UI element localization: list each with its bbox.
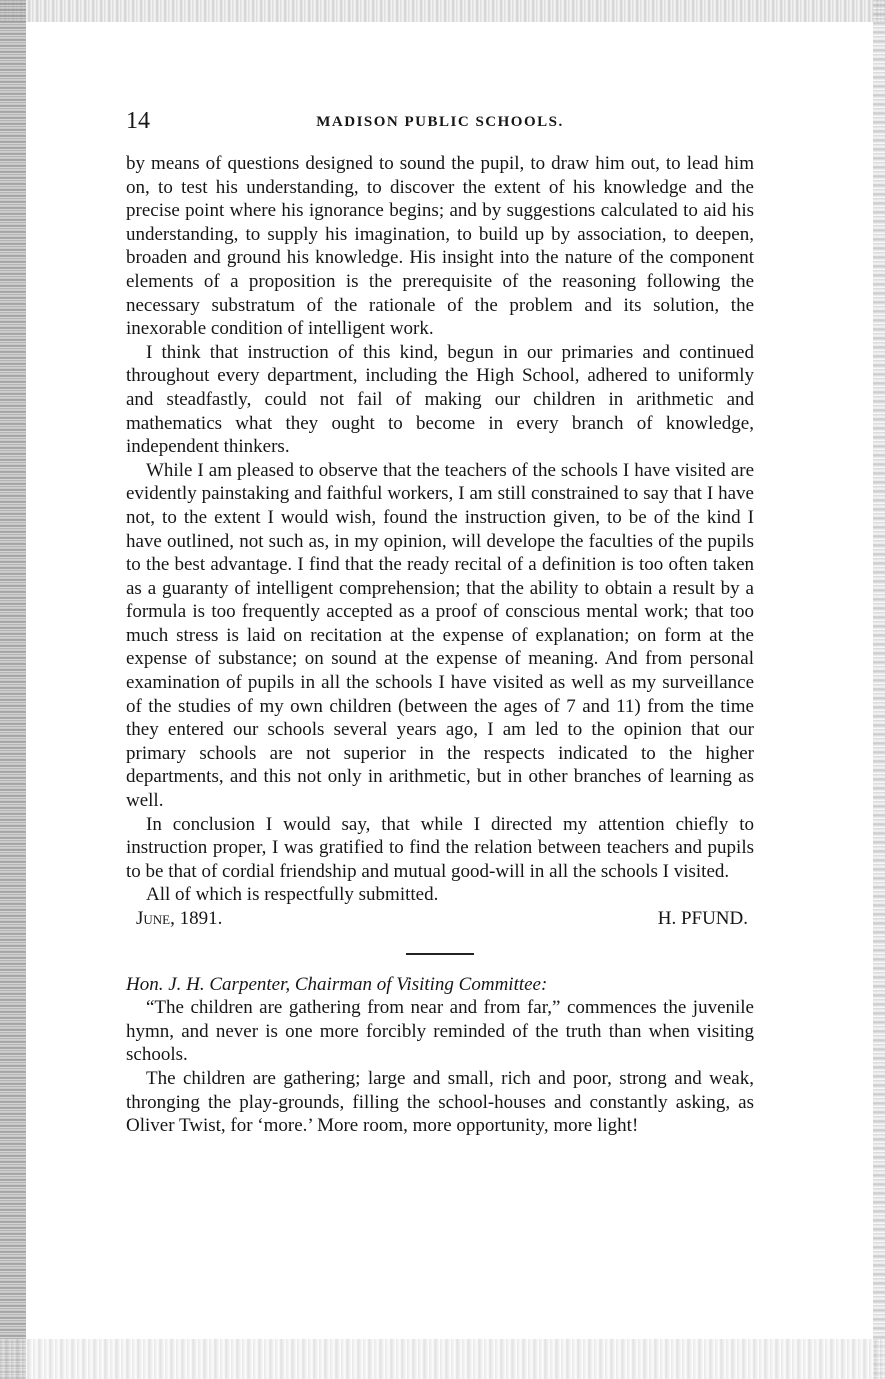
paragraph-conclusion: In conclusion I would say, that while I directed my attention chiefly to instruction proper, I was gratified to find the relation between teachers and pupils to be that of cordial friendship and mutual good-will in all the schools I visited. [126,813,754,882]
signature-name: H. PFUND. [657,908,748,929]
page-number: 14 [126,108,150,134]
scanned-page-right-edge [873,0,885,1379]
letter-addressee: Hon. J. H. Carpenter, Chairman of Visiting Committee: [126,973,548,995]
paragraph-continued: by means of questions designed to sound the pupil, to draw him out, to lead him on, to test his understanding, to discover the extent of his knowledge and the precise point where his ignorance begins; and by suggestions calculated to aid his understanding, to supply his imagination, to build up by association, to deepen, broaden and ground his knowledge. His insight into the nature of the component elements of a proposition is the prerequisite of the reasoning following the necessary substratum of the rationale of the problem and its solution, the inexorable condition of intelligent work. [126,153,754,340]
paragraph-submitted: All of which is respectfully submitted. [146,884,439,906]
paragraph-observations: While I am pleased to observe that the teachers of the schools I have visited are evidently painstaking and faithful workers, I am still constrained to say that I have not, to the extent I would wish, found the instruction given, to be of the kind I have outlined, not such as, in my opinion, will develope the faculties of the pupils to the best advantage. I find that the ready recital of a definition is too often taken as a guaranty of intelligent comprehension; that the ability to obtain a result by a formula is too frequently accepted as a proof of conscious mental work; that too much stress is laid on recitation at the expense of explanation; on form at the expense of substance; on sound at the expense of meaning. And from personal examination of pupils in all the schools I have visited as well as my surveillance of the studies of my own children (between the ages of 7 and 11) from the time they entered our schools several years ago, I am led to the opinion that our primary schools are not superior in the respects indicated to the higher departments, and this not only in arithmetic, but in other branches of learning as well. [126,459,754,812]
letter-paragraph-hymn: “The children are gathering from near and from far,” commences the juvenile hymn, and never is one more forcibly reminded of the truth than when visiting schools. [126,997,754,1066]
page-header [126,108,754,138]
scanned-page-top-edge [0,0,885,22]
scanned-page-bottom-edge [0,1339,885,1379]
signature-date: June, 1891. [136,908,223,929]
page-body [126,152,754,1138]
letter-paragraph-gathering: The children are gathering; large and small, rich and poor, strong and weak, thronging the play-grounds, filling the school-houses and constantly asking, as Oliver Twist, for ‘more.’ More room, more opportunity, more light! [126,1067,754,1137]
paragraph-instruction: I think that instruction of this kind, begun in our primaries and continued throughout every department, including the High School, adhered to uniformly and steadfastly, could not fail of making our children in arithmetic and mathematics what they ought to become in every branch of knowledge, independent thinkers. [126,341,754,458]
section-divider [406,953,474,955]
scanned-page-left-edge [0,0,26,1379]
running-head: MADISON PUBLIC SCHOOLS. [316,114,564,130]
signature-line [126,907,754,931]
